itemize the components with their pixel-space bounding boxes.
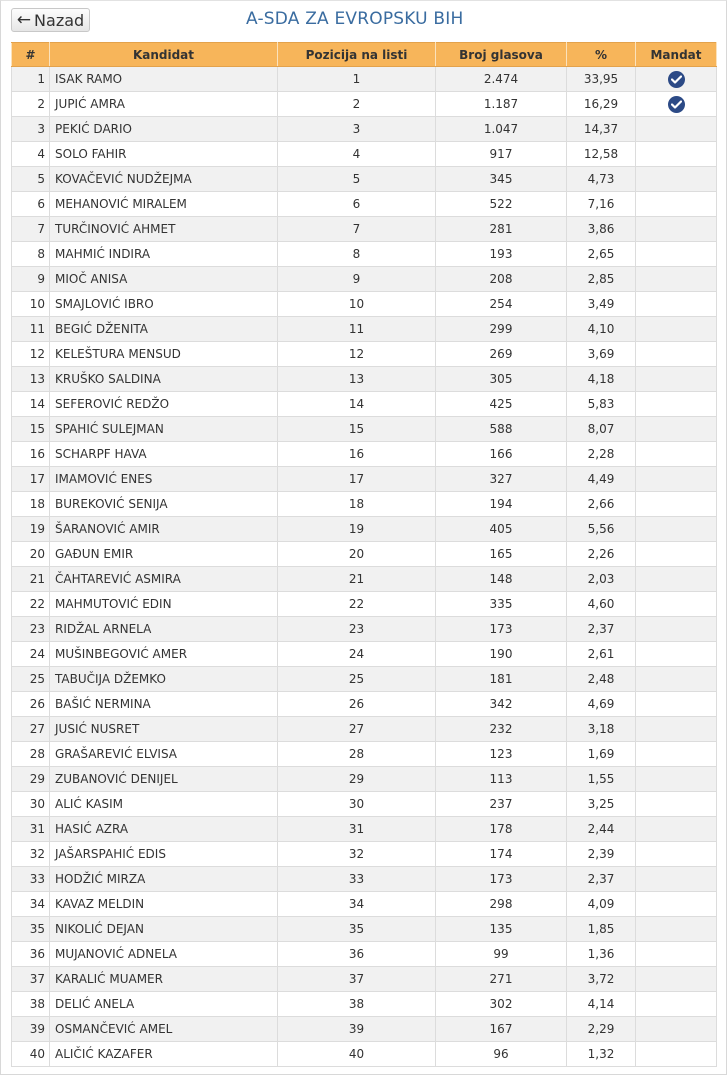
list-position: 24 bbox=[278, 642, 436, 667]
row-number: 37 bbox=[12, 967, 50, 992]
top-bar bbox=[0, 0, 727, 40]
candidate-name: SCHARPF HAVA bbox=[50, 442, 278, 467]
table-row bbox=[12, 842, 717, 867]
mandate-cell bbox=[636, 1017, 717, 1042]
vote-count: 305 bbox=[436, 367, 567, 392]
vote-percent: 7,16 bbox=[567, 192, 636, 217]
list-position: 31 bbox=[278, 817, 436, 842]
vote-count: 327 bbox=[436, 467, 567, 492]
mandate-cell bbox=[636, 517, 717, 542]
vote-count: 167 bbox=[436, 1017, 567, 1042]
vote-count: 269 bbox=[436, 342, 567, 367]
mandate-cell bbox=[636, 167, 717, 192]
vote-percent: 5,56 bbox=[567, 517, 636, 542]
vote-percent: 2,37 bbox=[567, 617, 636, 642]
list-position: 13 bbox=[278, 367, 436, 392]
vote-percent: 5,83 bbox=[567, 392, 636, 417]
table-row bbox=[12, 1017, 717, 1042]
row-number: 6 bbox=[12, 192, 50, 217]
candidate-name: ISAK RAMO bbox=[50, 67, 278, 92]
list-position: 2 bbox=[278, 92, 436, 117]
candidate-name: KOVAČEVIĆ NUDŽEJMA bbox=[50, 167, 278, 192]
table-row bbox=[12, 717, 717, 742]
vote-count: 174 bbox=[436, 842, 567, 867]
list-position: 34 bbox=[278, 892, 436, 917]
vote-percent: 2,61 bbox=[567, 642, 636, 667]
mandate-cell bbox=[636, 892, 717, 917]
row-number: 17 bbox=[12, 467, 50, 492]
list-position: 3 bbox=[278, 117, 436, 142]
table-row bbox=[12, 917, 717, 942]
table-row bbox=[12, 817, 717, 842]
arrow-left-icon: ← bbox=[16, 9, 32, 30]
check-circle-icon bbox=[668, 96, 685, 113]
list-position: 25 bbox=[278, 667, 436, 692]
table-row bbox=[12, 867, 717, 892]
row-number: 25 bbox=[12, 667, 50, 692]
mandate-cell bbox=[636, 142, 717, 167]
candidate-name: MUŠINBEGOVIĆ AMER bbox=[50, 642, 278, 667]
mandate-cell bbox=[636, 967, 717, 992]
mandate-cell bbox=[636, 867, 717, 892]
vote-count: 237 bbox=[436, 792, 567, 817]
column-header-number: # bbox=[12, 43, 50, 67]
vote-percent: 2,85 bbox=[567, 267, 636, 292]
row-number: 33 bbox=[12, 867, 50, 892]
table-row bbox=[12, 592, 717, 617]
vote-count: 173 bbox=[436, 617, 567, 642]
candidate-name: GAĐUN EMIR bbox=[50, 542, 278, 567]
column-header-votes: Broj glasova bbox=[436, 43, 567, 67]
vote-percent: 1,55 bbox=[567, 767, 636, 792]
vote-count: 232 bbox=[436, 717, 567, 742]
vote-count: 1.047 bbox=[436, 117, 567, 142]
row-number: 19 bbox=[12, 517, 50, 542]
candidate-name: NIKOLIĆ DEJAN bbox=[50, 917, 278, 942]
candidate-name: JUSIĆ NUSRET bbox=[50, 717, 278, 742]
vote-count: 173 bbox=[436, 867, 567, 892]
candidate-name: SEFEROVIĆ REDŽO bbox=[50, 392, 278, 417]
table-row bbox=[12, 67, 717, 92]
row-number: 31 bbox=[12, 817, 50, 842]
table-row bbox=[12, 992, 717, 1017]
candidate-name: MEHANOVIĆ MIRALEM bbox=[50, 192, 278, 217]
vote-percent: 1,85 bbox=[567, 917, 636, 942]
candidate-name: ČAHTAREVIĆ ASMIRA bbox=[50, 567, 278, 592]
vote-count: 148 bbox=[436, 567, 567, 592]
mandate-cell bbox=[636, 392, 717, 417]
mandate-cell bbox=[636, 417, 717, 442]
candidate-name: ALIĆ KASIM bbox=[50, 792, 278, 817]
list-position: 35 bbox=[278, 917, 436, 942]
candidate-name: IMAMOVIĆ ENES bbox=[50, 467, 278, 492]
candidate-name: KAVAZ MELDIN bbox=[50, 892, 278, 917]
vote-percent: 2,65 bbox=[567, 242, 636, 267]
vote-percent: 2,39 bbox=[567, 842, 636, 867]
list-position: 7 bbox=[278, 217, 436, 242]
table-row bbox=[12, 967, 717, 992]
vote-percent: 3,25 bbox=[567, 792, 636, 817]
results-table-header bbox=[12, 43, 717, 67]
row-number: 2 bbox=[12, 92, 50, 117]
table-row bbox=[12, 892, 717, 917]
candidate-name: MAHMUTOVIĆ EDIN bbox=[50, 592, 278, 617]
candidate-name: GRAŠAREVIĆ ELVISA bbox=[50, 742, 278, 767]
row-number: 21 bbox=[12, 567, 50, 592]
table-row bbox=[12, 167, 717, 192]
vote-percent: 1,36 bbox=[567, 942, 636, 967]
vote-percent: 1,32 bbox=[567, 1042, 636, 1067]
vote-percent: 2,28 bbox=[567, 442, 636, 467]
candidate-name: MUJANOVIĆ ADNELA bbox=[50, 942, 278, 967]
list-position: 22 bbox=[278, 592, 436, 617]
candidate-name: RIDŽAL ARNELA bbox=[50, 617, 278, 642]
mandate-cell bbox=[636, 267, 717, 292]
row-number: 36 bbox=[12, 942, 50, 967]
candidate-name: ALIČIĆ KAZAFER bbox=[50, 1042, 278, 1067]
candidate-name: DELIĆ ANELA bbox=[50, 992, 278, 1017]
candidate-name: TABUČIJA DŽEMKO bbox=[50, 667, 278, 692]
candidate-name: BUREKOVIĆ SENIJA bbox=[50, 492, 278, 517]
vote-percent: 2,66 bbox=[567, 492, 636, 517]
candidate-name: HASIĆ AZRA bbox=[50, 817, 278, 842]
candidate-name: OSMANČEVIĆ AMEL bbox=[50, 1017, 278, 1042]
row-number: 11 bbox=[12, 317, 50, 342]
list-position: 11 bbox=[278, 317, 436, 342]
table-row bbox=[12, 542, 717, 567]
mandate-cell bbox=[636, 942, 717, 967]
candidate-name: BEGIĆ DŽENITA bbox=[50, 317, 278, 342]
list-position: 33 bbox=[278, 867, 436, 892]
vote-count: 425 bbox=[436, 392, 567, 417]
vote-count: 194 bbox=[436, 492, 567, 517]
vote-count: 271 bbox=[436, 967, 567, 992]
table-row bbox=[12, 192, 717, 217]
mandate-cell bbox=[636, 917, 717, 942]
results-table bbox=[11, 42, 717, 1067]
row-number: 18 bbox=[12, 492, 50, 517]
mandate-cell bbox=[636, 717, 717, 742]
mandate-cell bbox=[636, 567, 717, 592]
row-number: 32 bbox=[12, 842, 50, 867]
list-position: 19 bbox=[278, 517, 436, 542]
row-number: 16 bbox=[12, 442, 50, 467]
vote-count: 405 bbox=[436, 517, 567, 542]
column-header-percent: % bbox=[567, 43, 636, 67]
vote-count: 166 bbox=[436, 442, 567, 467]
table-row bbox=[12, 767, 717, 792]
candidate-name: SPAHIĆ SULEJMAN bbox=[50, 417, 278, 442]
mandate-cell bbox=[636, 542, 717, 567]
back-button-label: Nazad bbox=[34, 10, 85, 30]
list-position: 40 bbox=[278, 1042, 436, 1067]
vote-count: 342 bbox=[436, 692, 567, 717]
vote-percent: 4,49 bbox=[567, 467, 636, 492]
list-position: 29 bbox=[278, 767, 436, 792]
vote-percent: 4,10 bbox=[567, 317, 636, 342]
candidate-name: ZUBANOVIĆ DENIJEL bbox=[50, 767, 278, 792]
vote-count: 208 bbox=[436, 267, 567, 292]
mandate-cell bbox=[636, 742, 717, 767]
vote-count: 522 bbox=[436, 192, 567, 217]
table-row bbox=[12, 367, 717, 392]
table-row bbox=[12, 792, 717, 817]
row-number: 24 bbox=[12, 642, 50, 667]
candidate-name: SOLO FAHIR bbox=[50, 142, 278, 167]
table-row bbox=[12, 267, 717, 292]
list-position: 39 bbox=[278, 1017, 436, 1042]
mandate-cell bbox=[636, 992, 717, 1017]
table-row bbox=[12, 742, 717, 767]
vote-percent: 2,48 bbox=[567, 667, 636, 692]
mandate-cell bbox=[636, 117, 717, 142]
vote-count: 99 bbox=[436, 942, 567, 967]
mandate-cell bbox=[636, 667, 717, 692]
vote-count: 181 bbox=[436, 667, 567, 692]
vote-count: 96 bbox=[436, 1042, 567, 1067]
vote-percent: 3,86 bbox=[567, 217, 636, 242]
vote-count: 2.474 bbox=[436, 67, 567, 92]
table-row bbox=[12, 617, 717, 642]
row-number: 9 bbox=[12, 267, 50, 292]
list-position: 38 bbox=[278, 992, 436, 1017]
table-row bbox=[12, 317, 717, 342]
mandate-cell bbox=[636, 367, 717, 392]
vote-percent: 3,49 bbox=[567, 292, 636, 317]
vote-count: 254 bbox=[436, 292, 567, 317]
vote-percent: 2,44 bbox=[567, 817, 636, 842]
vote-percent: 4,14 bbox=[567, 992, 636, 1017]
table-row bbox=[12, 342, 717, 367]
list-position: 16 bbox=[278, 442, 436, 467]
list-position: 36 bbox=[278, 942, 436, 967]
list-position: 9 bbox=[278, 267, 436, 292]
row-number: 1 bbox=[12, 67, 50, 92]
vote-percent: 4,73 bbox=[567, 167, 636, 192]
table-row bbox=[12, 942, 717, 967]
row-number: 22 bbox=[12, 592, 50, 617]
vote-count: 302 bbox=[436, 992, 567, 1017]
mandate-cell bbox=[636, 617, 717, 642]
list-position: 21 bbox=[278, 567, 436, 592]
mandate-cell bbox=[636, 442, 717, 467]
vote-percent: 1,69 bbox=[567, 742, 636, 767]
vote-count: 193 bbox=[436, 242, 567, 267]
list-position: 17 bbox=[278, 467, 436, 492]
list-position: 27 bbox=[278, 717, 436, 742]
vote-count: 178 bbox=[436, 817, 567, 842]
check-circle-icon bbox=[668, 71, 685, 88]
row-number: 7 bbox=[12, 217, 50, 242]
list-position: 28 bbox=[278, 742, 436, 767]
row-number: 35 bbox=[12, 917, 50, 942]
row-number: 3 bbox=[12, 117, 50, 142]
row-number: 40 bbox=[12, 1042, 50, 1067]
row-number: 13 bbox=[12, 367, 50, 392]
candidate-name: BAŠIĆ NERMINA bbox=[50, 692, 278, 717]
row-number: 27 bbox=[12, 717, 50, 742]
row-number: 39 bbox=[12, 1017, 50, 1042]
row-number: 29 bbox=[12, 767, 50, 792]
table-row bbox=[12, 217, 717, 242]
row-number: 30 bbox=[12, 792, 50, 817]
list-position: 14 bbox=[278, 392, 436, 417]
table-row bbox=[12, 692, 717, 717]
list-position: 26 bbox=[278, 692, 436, 717]
row-number: 14 bbox=[12, 392, 50, 417]
vote-percent: 3,69 bbox=[567, 342, 636, 367]
vote-percent: 8,07 bbox=[567, 417, 636, 442]
vote-percent: 3,18 bbox=[567, 717, 636, 742]
list-position: 15 bbox=[278, 417, 436, 442]
column-header-position: Pozicija na listi bbox=[278, 43, 436, 67]
mandate-cell bbox=[636, 767, 717, 792]
mandate-cell bbox=[636, 292, 717, 317]
vote-count: 281 bbox=[436, 217, 567, 242]
list-position: 18 bbox=[278, 492, 436, 517]
vote-percent: 2,29 bbox=[567, 1017, 636, 1042]
mandate-cell bbox=[636, 217, 717, 242]
mandate-cell bbox=[636, 642, 717, 667]
mandate-cell bbox=[636, 342, 717, 367]
vote-count: 113 bbox=[436, 767, 567, 792]
vote-percent: 4,09 bbox=[567, 892, 636, 917]
list-position: 20 bbox=[278, 542, 436, 567]
candidate-name: ŠARANOVIĆ AMIR bbox=[50, 517, 278, 542]
results-table-body bbox=[12, 67, 717, 1067]
row-number: 12 bbox=[12, 342, 50, 367]
mandate-cell bbox=[636, 842, 717, 867]
mandate-cell bbox=[636, 467, 717, 492]
vote-count: 335 bbox=[436, 592, 567, 617]
vote-percent: 2,37 bbox=[567, 867, 636, 892]
table-row bbox=[12, 642, 717, 667]
table-row bbox=[12, 242, 717, 267]
list-position: 4 bbox=[278, 142, 436, 167]
table-row bbox=[12, 517, 717, 542]
candidate-name: PEKIĆ DARIO bbox=[50, 117, 278, 142]
row-number: 34 bbox=[12, 892, 50, 917]
mandate-cell bbox=[636, 1042, 717, 1067]
mandate-cell bbox=[636, 242, 717, 267]
mandate-cell bbox=[636, 817, 717, 842]
row-number: 15 bbox=[12, 417, 50, 442]
candidate-name: KARALIĆ MUAMER bbox=[50, 967, 278, 992]
table-row bbox=[12, 292, 717, 317]
row-number: 4 bbox=[12, 142, 50, 167]
table-row bbox=[12, 567, 717, 592]
list-position: 32 bbox=[278, 842, 436, 867]
list-position: 6 bbox=[278, 192, 436, 217]
vote-count: 165 bbox=[436, 542, 567, 567]
vote-count: 135 bbox=[436, 917, 567, 942]
vote-percent: 4,18 bbox=[567, 367, 636, 392]
vote-percent: 16,29 bbox=[567, 92, 636, 117]
row-number: 8 bbox=[12, 242, 50, 267]
mandate-cell bbox=[636, 192, 717, 217]
row-number: 26 bbox=[12, 692, 50, 717]
list-position: 30 bbox=[278, 792, 436, 817]
header-row bbox=[12, 43, 717, 67]
list-position: 23 bbox=[278, 617, 436, 642]
vote-percent: 12,58 bbox=[567, 142, 636, 167]
table-row bbox=[12, 667, 717, 692]
row-number: 20 bbox=[12, 542, 50, 567]
vote-count: 345 bbox=[436, 167, 567, 192]
table-row bbox=[12, 92, 717, 117]
table-row bbox=[12, 142, 717, 167]
column-header-candidate: Kandidat bbox=[50, 43, 278, 67]
vote-percent: 4,60 bbox=[567, 592, 636, 617]
vote-count: 123 bbox=[436, 742, 567, 767]
vote-count: 190 bbox=[436, 642, 567, 667]
vote-count: 1.187 bbox=[436, 92, 567, 117]
row-number: 10 bbox=[12, 292, 50, 317]
row-number: 23 bbox=[12, 617, 50, 642]
vote-percent: 4,69 bbox=[567, 692, 636, 717]
candidate-name: MAHMIĆ INDIRA bbox=[50, 242, 278, 267]
mandate-cell bbox=[636, 492, 717, 517]
vote-percent: 14,37 bbox=[567, 117, 636, 142]
candidate-name: SMAJLOVIĆ IBRO bbox=[50, 292, 278, 317]
mandate-cell bbox=[636, 792, 717, 817]
table-row bbox=[12, 467, 717, 492]
mandate-cell bbox=[636, 692, 717, 717]
column-header-mandate: Mandat bbox=[636, 43, 717, 67]
list-position: 12 bbox=[278, 342, 436, 367]
row-number: 38 bbox=[12, 992, 50, 1017]
table-row bbox=[12, 1042, 717, 1067]
table-row bbox=[12, 492, 717, 517]
list-position: 1 bbox=[278, 67, 436, 92]
list-position: 5 bbox=[278, 167, 436, 192]
candidate-name: KELEŠTURA MENSUD bbox=[50, 342, 278, 367]
vote-percent: 33,95 bbox=[567, 67, 636, 92]
mandate-cell bbox=[636, 592, 717, 617]
vote-count: 917 bbox=[436, 142, 567, 167]
list-position: 8 bbox=[278, 242, 436, 267]
table-row bbox=[12, 117, 717, 142]
table-row bbox=[12, 392, 717, 417]
list-position: 10 bbox=[278, 292, 436, 317]
back-button[interactable] bbox=[11, 8, 90, 32]
list-position: 37 bbox=[278, 967, 436, 992]
table-row bbox=[12, 442, 717, 467]
candidate-name: MIOČ ANISA bbox=[50, 267, 278, 292]
candidate-name: HODŽIĆ MIRZA bbox=[50, 867, 278, 892]
mandate-cell bbox=[636, 317, 717, 342]
vote-percent: 3,72 bbox=[567, 967, 636, 992]
row-number: 28 bbox=[12, 742, 50, 767]
candidate-name: KRUŠKO SALDINA bbox=[50, 367, 278, 392]
vote-count: 298 bbox=[436, 892, 567, 917]
vote-count: 588 bbox=[436, 417, 567, 442]
row-number: 5 bbox=[12, 167, 50, 192]
mandate-cell bbox=[636, 67, 717, 92]
vote-percent: 2,26 bbox=[567, 542, 636, 567]
candidate-name: TURČINOVIĆ AHMET bbox=[50, 217, 278, 242]
vote-percent: 2,03 bbox=[567, 567, 636, 592]
candidate-name: JAŠARSPAHIĆ EDIS bbox=[50, 842, 278, 867]
page-title: A-SDA ZA EVROPSKU BIH bbox=[246, 9, 464, 29]
mandate-cell bbox=[636, 92, 717, 117]
vote-count: 299 bbox=[436, 317, 567, 342]
table-row bbox=[12, 417, 717, 442]
candidate-name: JUPIĆ AMRA bbox=[50, 92, 278, 117]
